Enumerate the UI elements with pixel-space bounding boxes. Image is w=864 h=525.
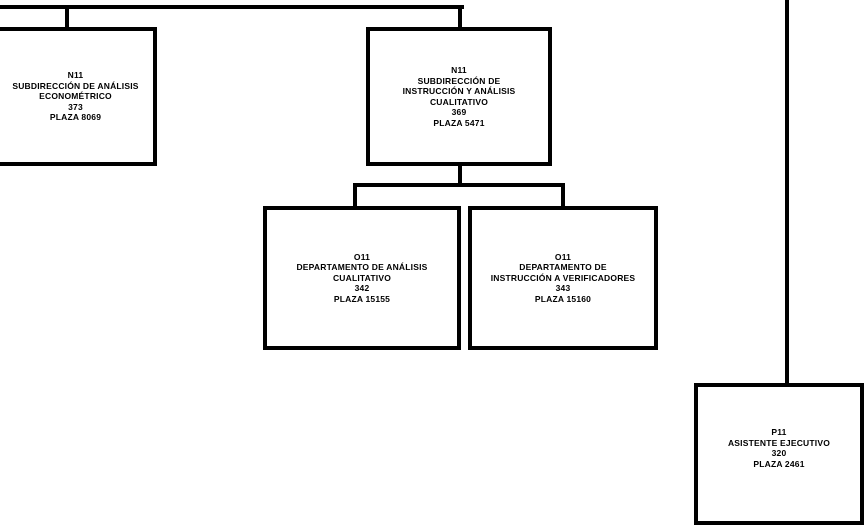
connector-drop-verificadores [561, 183, 565, 208]
node-level: O11 [554, 251, 572, 262]
node-title-line: CUALITATIVO [332, 272, 392, 283]
connector-departments-horizontal [353, 183, 565, 187]
node-title-line: DEPARTAMENTO DE ANÁLISIS [296, 262, 428, 273]
node-number: 342 [354, 283, 370, 294]
node-plaza: PLAZA 8069 [49, 112, 102, 123]
node-title-line: SUBDIRECCIÓN DE [417, 75, 501, 86]
connector-drop-econometrico [65, 5, 69, 29]
connector-right-vertical [785, 0, 789, 386]
connector-drop-analisis-cualitativo [353, 183, 357, 208]
node-title-line: DEPARTAMENTO DE [519, 262, 607, 273]
connector-drop-instruccion [458, 5, 462, 29]
node-departamento-analisis-cualitativo [263, 206, 461, 350]
node-subdireccion-instruccion-analisis-cualitativo [366, 27, 552, 166]
node-number: 343 [555, 283, 571, 294]
node-level: P11 [771, 427, 787, 437]
node-level: O11 [353, 251, 371, 262]
node-plaza: PLAZA 15160 [534, 293, 592, 304]
node-level: N11 [451, 65, 467, 75]
node-title-line: INSTRUCCIÓN Y ANÁLISIS [402, 86, 516, 96]
node-subdireccion-analisis-econometrico [0, 27, 157, 166]
node-number: 373 [68, 101, 83, 112]
node-number: 320 [771, 448, 787, 458]
node-plaza: PLAZA 5471 [433, 117, 485, 128]
node-level: N11 [67, 70, 84, 81]
connector-top-horizontal [0, 5, 464, 9]
node-title-line: ECONOMÉTRICO [39, 91, 112, 102]
node-title-line: CUALITATIVO [429, 96, 489, 107]
node-title-line: SUBDIRECCIÓN DE ANÁLISIS [12, 80, 139, 91]
node-plaza: PLAZA 15155 [333, 293, 391, 304]
node-asistente-ejecutivo [694, 383, 864, 525]
node-title-line: INSTRUCCIÓN A VERIFICADORES [490, 272, 636, 283]
node-plaza: PLAZA 2461 [753, 458, 805, 469]
node-departamento-instruccion-verificadores [468, 206, 658, 350]
node-title-line: ASISTENTE EJECUTIVO [727, 437, 831, 448]
node-number: 369 [451, 107, 467, 117]
